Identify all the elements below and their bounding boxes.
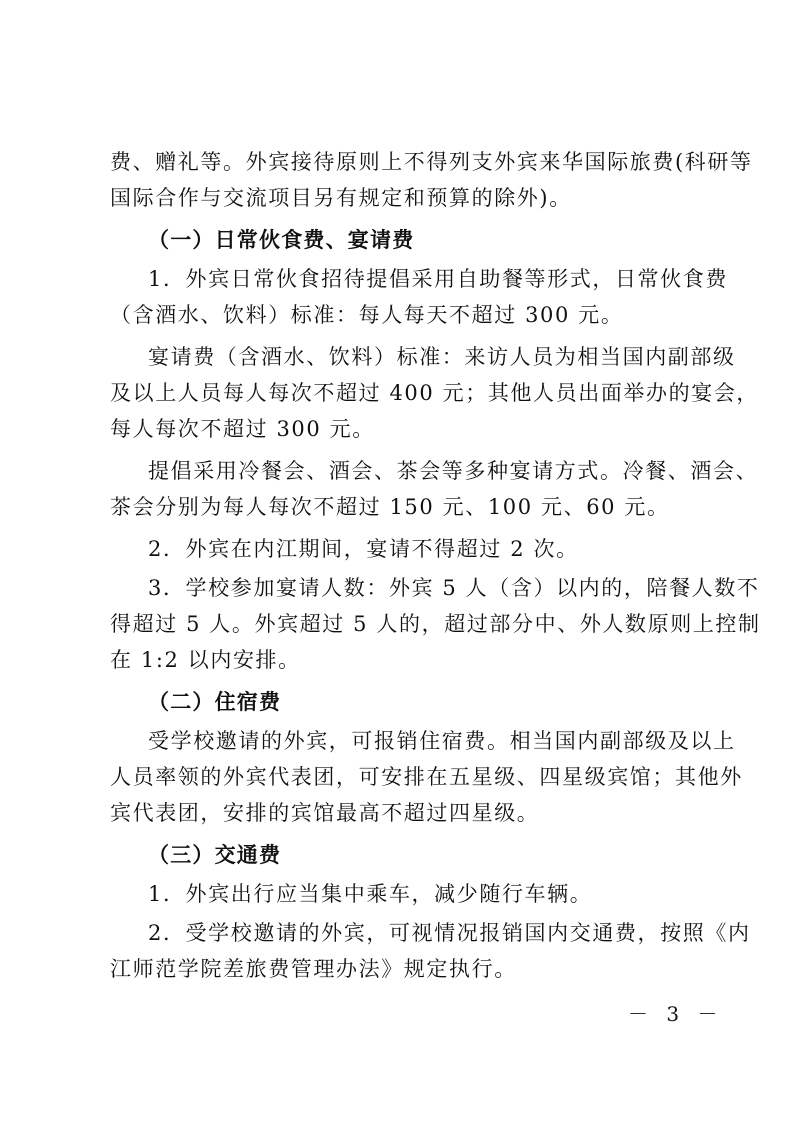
paragraph-line: 1．外宾日常伙食招待提倡采用自助餐等形式，日常伙食费 [148,267,728,291]
section-heading-accommodation: （二）住宿费 [148,690,282,714]
paragraph-line: 江师范学院差旅费管理办法》规定执行。 [110,957,517,981]
paragraph-line: 宴请费（含酒水、饮料）标准：来访人员为相当国内副部级 [148,345,736,369]
paragraph-line: 人员率领的外宾代表团，可安排在五星级、四星级宾馆；其他外 [110,765,743,789]
paragraph-line: 2．受学校邀请的外宾，可视情况报销国内交通费，按照《内 [148,921,751,945]
paragraph-line: 国际合作与交流项目另有规定和预算的除外)。 [110,186,572,210]
paragraph-line: 提倡采用冷餐会、酒会、茶会等多种宴请方式。冷餐、酒会、 [148,459,759,483]
paragraph-line: 费、赠礼等。外宾接待原则上不得列支外宾来华国际旅费(科研等 [110,150,753,174]
section-heading-meals-banquet: （一）日常伙食费、宴请费 [148,228,415,252]
paragraph-line: 茶会分别为每人每次不超过 150 元、100 元、60 元。 [110,495,670,519]
paragraph-line: （含酒水、饮料）标准：每人每天不超过 300 元。 [110,303,624,327]
paragraph-line: 得超过 5 人。外宾超过 5 人的，超过部分中、外人数原则上控制 [110,612,761,636]
paragraph-line: 在 1:2 以内安排。 [110,648,301,672]
paragraph-line: 宾代表团，安排的宾馆最高不超过四星级。 [110,801,540,825]
paragraph-line: 2．外宾在内江期间，宴请不得超过 2 次。 [148,537,579,561]
paragraph-line: 及以上人员每人每次不超过 400 元；其他人员出面举办的宴会， [110,381,760,405]
section-heading-transport: （三）交通费 [148,843,282,867]
paragraph-line: 受学校邀请的外宾，可报销住宿费。相当国内副部级及以上 [148,729,736,753]
paragraph-line: 3．学校参加宴请人数：外宾 5 人（含）以内的，陪餐人数不 [148,576,760,600]
paragraph-line: 1．外宾出行应当集中乘车，减少随行车辆。 [148,882,593,906]
paragraph-line: 每人每次不超过 300 元。 [110,417,375,441]
page-number: － 3 － [628,1002,724,1026]
